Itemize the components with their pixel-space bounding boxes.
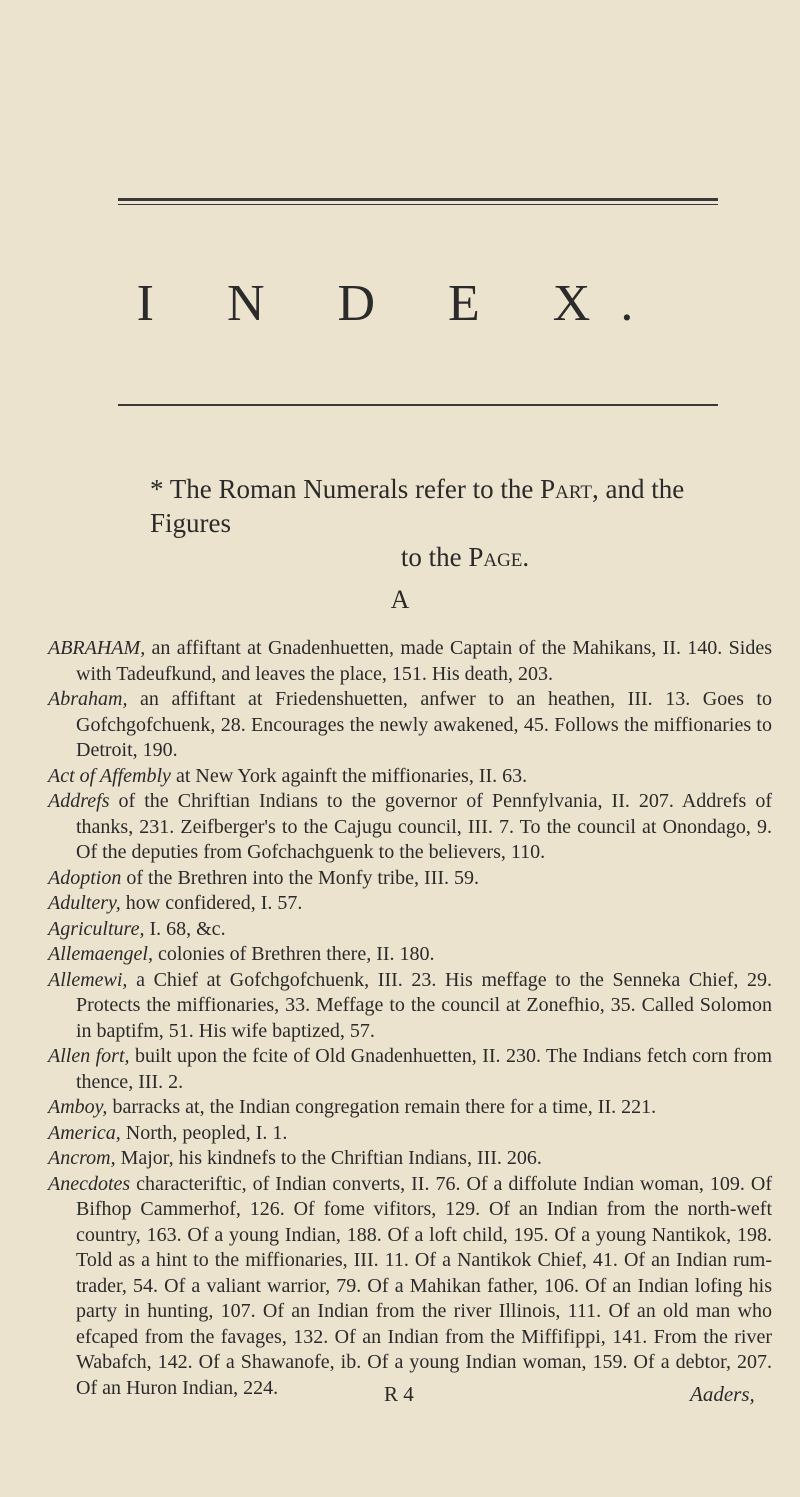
entry-headword: Allemaengel, xyxy=(48,943,153,965)
entry-text: characteriftic, of Indian converts, II. 76. Of a diffolute Indian woman, 109. Of Bifhop Cammerhof, 126. Of fome vifitors, 129. Of an Indian from the north-weft country, 163. Of a young Indian, 188. Of a loft child, 195. Of a young Nantikok, 198. Told as a hint to the miffionaries, III. 11. Of a Nantikok Chief, 41. Of an Indian rum-trader, 54. Of a valiant warrior, 79. Of a Mahikan father, 106. Of an Indian lofing his party in hunting, 107. Of an Indian from the river Illinois, 111. Of an old man who efcaped from the favages, 132. Of an Indian from the Miffifippi, 141. From the river Wabafch, 142. Of a Shawanofe, ib. Of a young Indian woman, 159. Of a debtor, 207. Of an Huron Indian, 224. xyxy=(76,1172,772,1399)
entry-text: how confidered, I. 57. xyxy=(120,892,303,914)
index-entry xyxy=(48,1172,772,1402)
entry-text: Major, his kindnefs to the Chriftian Indians, III. 206. xyxy=(115,1147,542,1169)
entry-headword: America, xyxy=(48,1121,121,1144)
entry-text: an affiftant at Friedenshuetten, anfwer to an heathen, III. 13. Goes to Gofchgofchuenk, 28. Encourages the newly awakened, 45. Follows the miffionaries to Detroit, 190. xyxy=(76,688,772,761)
note-line2-pre: to the xyxy=(400,542,469,572)
entry-headword: Addrefs xyxy=(48,790,110,812)
index-entry xyxy=(48,1146,772,1172)
note-page-word: Page xyxy=(468,542,523,572)
entry-text: North, peopled, I. 1. xyxy=(120,1121,288,1144)
page-footer xyxy=(0,1382,800,1412)
catchword: Aaders, xyxy=(690,1382,755,1406)
entry-headword: Allen fort, xyxy=(48,1045,130,1067)
note-line2-post: . xyxy=(522,542,530,572)
entry-text: an affiftant at Gnadenhuetten, made Captain of the Mahikans, II. 140. Sides with Tadeufkund, and leaves the place, 151. His death, 203. xyxy=(76,637,772,685)
entry-headword: Amboy, xyxy=(48,1096,108,1118)
index-entry xyxy=(48,968,772,1045)
top-rule-thin xyxy=(118,204,718,205)
entry-headword: Adultery, xyxy=(48,892,121,914)
signature-mark: R 4 xyxy=(384,1382,414,1406)
entry-text: built upon the fcite of Old Gnadenhuetten, II. 230. The Indians fetch corn from thence, III. 2. xyxy=(76,1045,773,1093)
entry-text: of the Brethren into the Monfy tribe, III. 59. xyxy=(121,866,480,889)
index-entry xyxy=(48,636,772,687)
entry-headword: Allemewi, xyxy=(48,968,128,991)
entry-headword: Agriculture, xyxy=(48,917,145,940)
index-entry xyxy=(48,764,772,790)
entry-text: colonies of Brethren there, II. 180. xyxy=(152,943,435,965)
note-mark: * xyxy=(150,474,164,504)
top-rule xyxy=(118,198,718,201)
index-entry xyxy=(48,789,772,866)
index-entry xyxy=(48,942,772,968)
index-entry xyxy=(48,1095,772,1121)
entry-headword: ABRAHAM, xyxy=(48,637,146,659)
entry-headword: Ancrom, xyxy=(48,1147,116,1169)
index-entry xyxy=(48,1121,772,1147)
entry-headword: Adoption xyxy=(48,866,122,889)
reference-note xyxy=(150,472,750,574)
entry-headword: Anecdotes xyxy=(48,1172,131,1195)
section-letter: A xyxy=(390,585,410,614)
note-part-word: Part xyxy=(540,474,593,504)
index-entry xyxy=(48,917,772,943)
index-entry xyxy=(48,891,772,917)
index-heading: I N D E X. xyxy=(136,275,664,332)
index-entry xyxy=(48,866,772,892)
entry-text: barracks at, the Indian congregation remain there for a time, II. 221. xyxy=(107,1096,657,1118)
note-line1-pre: The Roman Numerals refer to the xyxy=(169,474,541,504)
index-entry xyxy=(48,687,772,764)
entry-headword: Act of Affembly xyxy=(48,764,171,787)
heading-rule xyxy=(118,404,718,406)
index-entries xyxy=(48,636,772,1401)
note-line1-post: , and the Figures xyxy=(150,474,685,538)
entry-headword: Abraham, xyxy=(48,688,128,710)
entry-text: of the Chriftian Indians to the governor of Pennfylvania, II. 207. Addrefs of thanks, 231. Zeifberger's to the Cajugu council, III. 7. To the council at Onondago, 9. Of the deputies from Gofchachguenk to the believers, 110. xyxy=(76,790,772,863)
entry-text: I. 68, &c. xyxy=(144,917,226,940)
index-entry xyxy=(48,1044,772,1095)
entry-text: at New York againft the miffionaries, II. 63. xyxy=(170,764,528,787)
entry-text: a Chief at Gofchgofchuenk, III. 23. His meffage to the Senneka Chief, 29. Protects the miffionaries, 33. Meffage to the council at Zonefhio, 35. Called Solomon in baptifm, 51. His wife baptized, 57. xyxy=(76,968,772,1042)
